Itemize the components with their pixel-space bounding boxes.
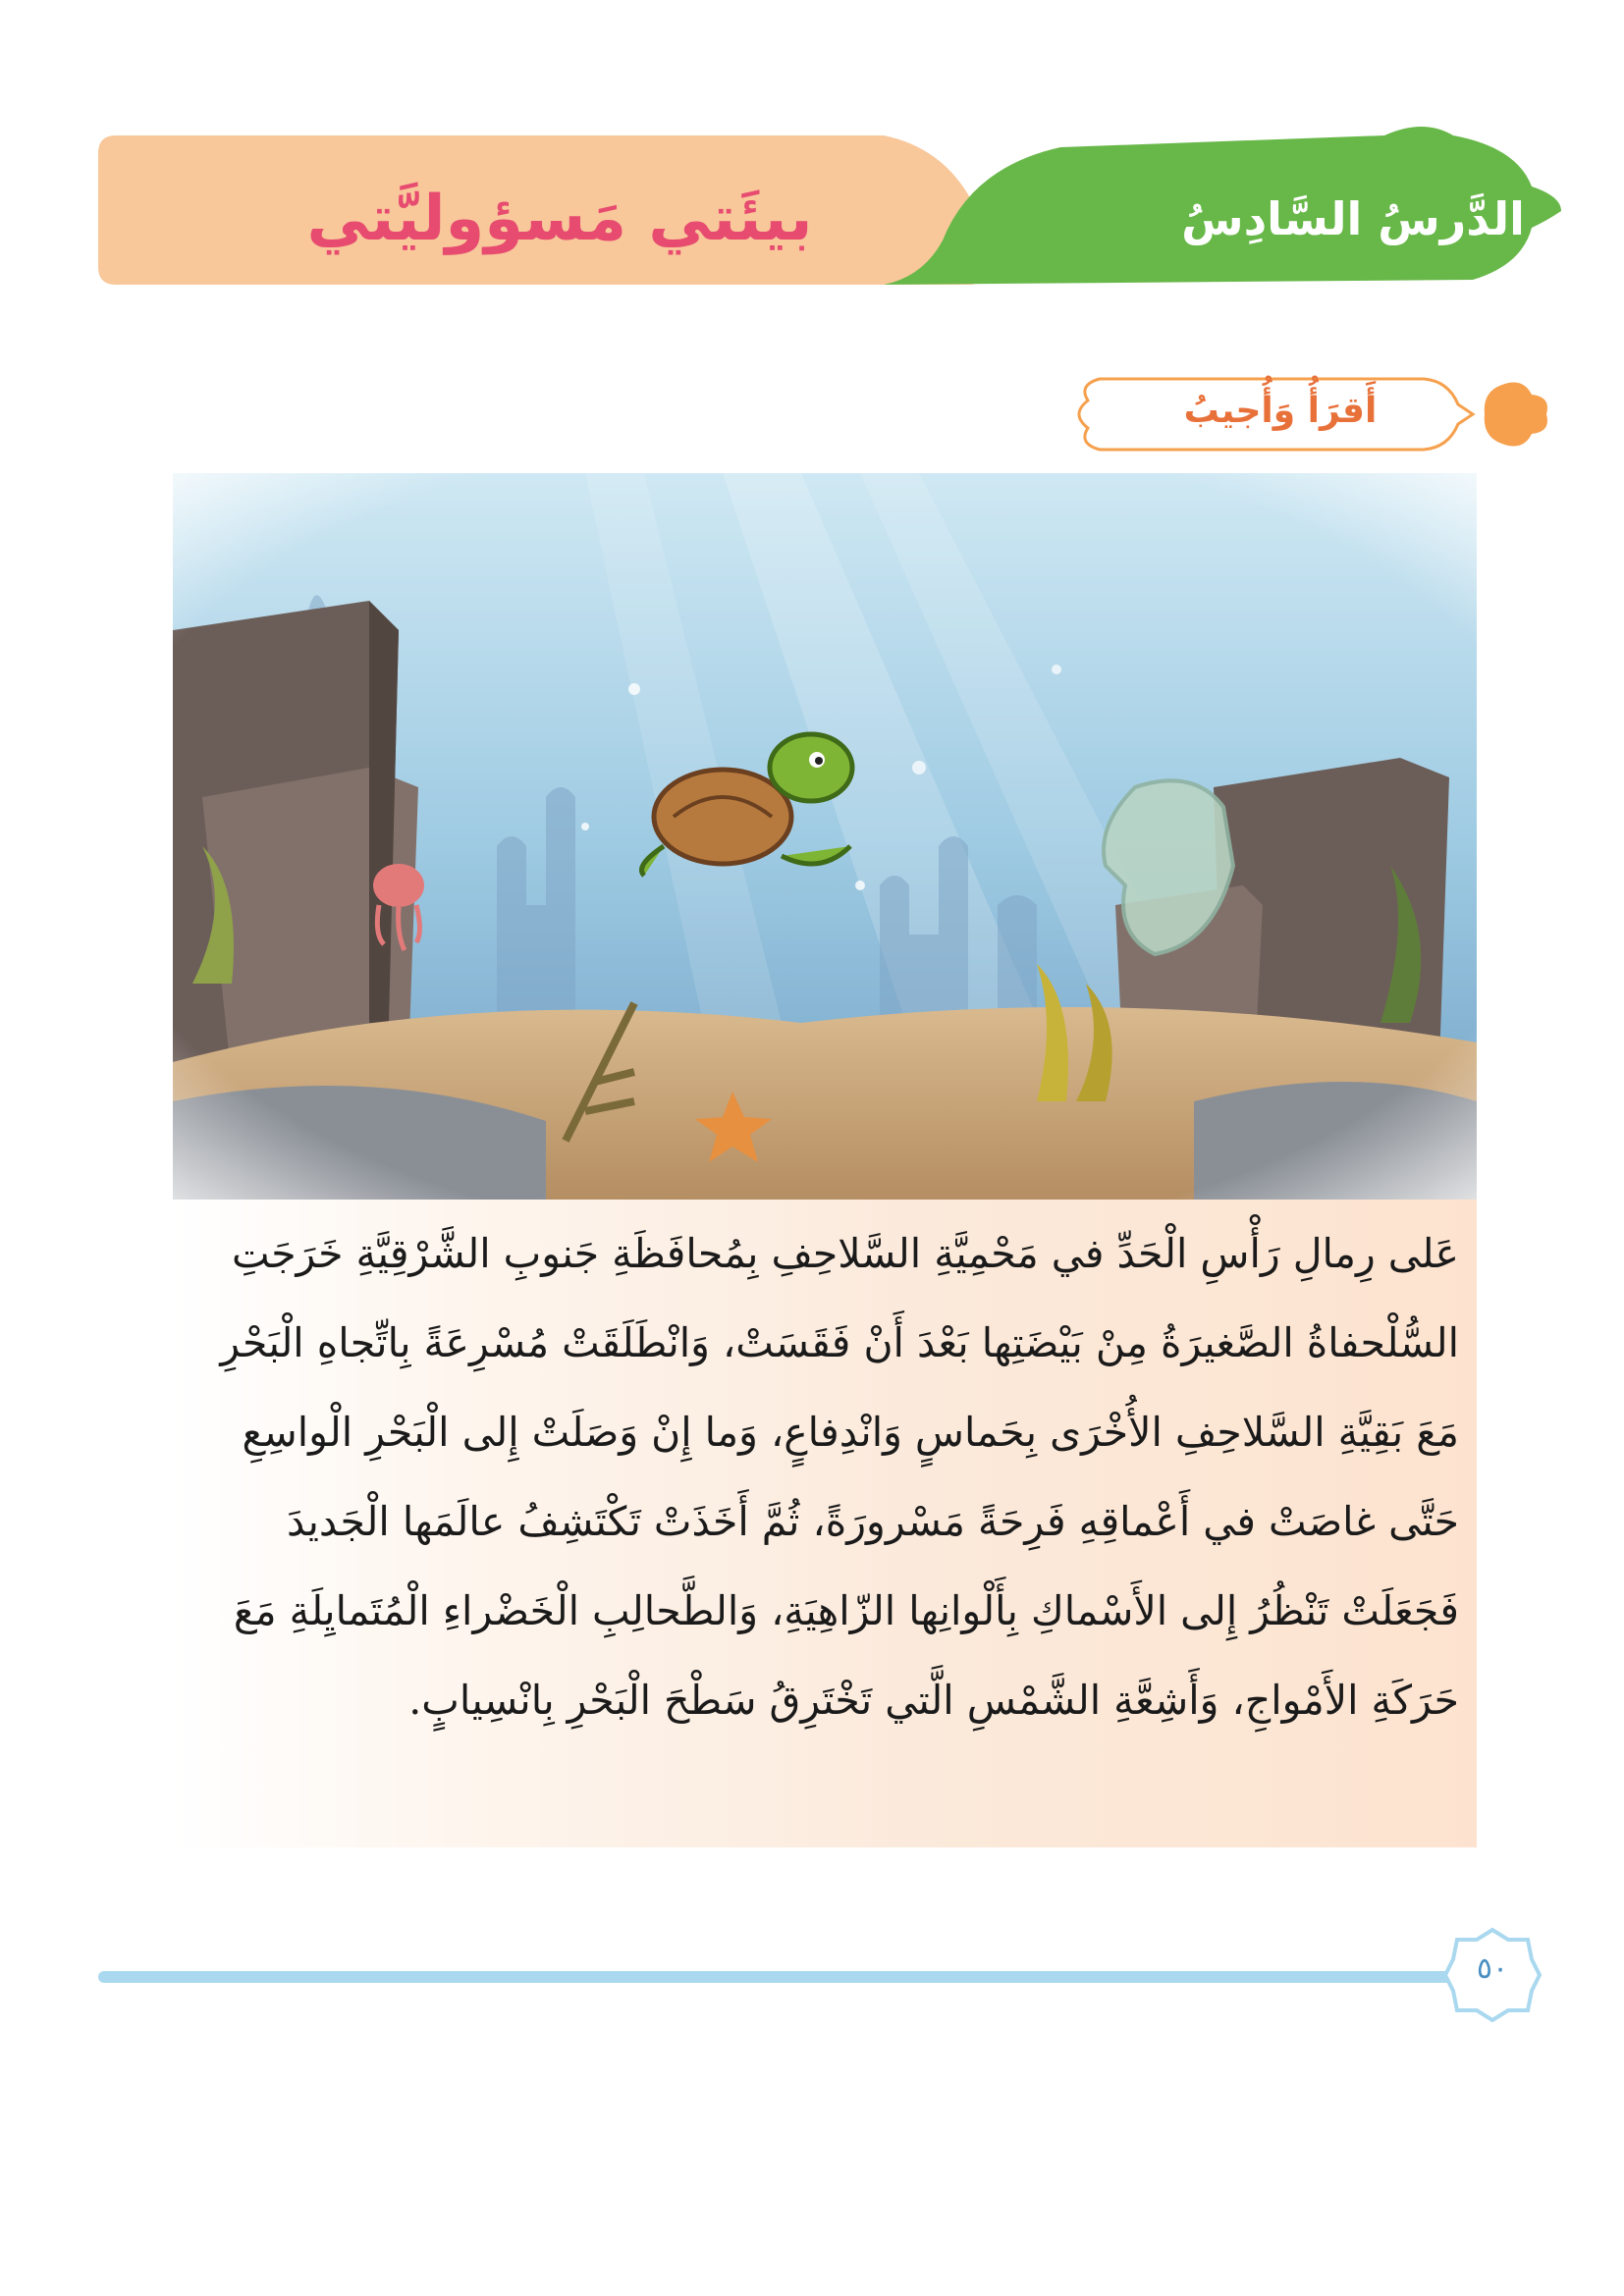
lesson-number-label: الدَّرسُ السَّادِسُ — [1181, 192, 1525, 245]
lesson-header — [0, 0, 1624, 314]
passage-line: فَجَعَلَتْ تَنْظُرُ إِلى الأَسْماكِ بِأَلْوانِها الزّاهِيَةِ، وَالطَّحالِبِ الْخَضْراءِ الْمُتَمايِلَةِ مَعَ — [233, 1587, 1459, 1634]
header-banners-graphic — [0, 0, 1624, 314]
passage-line: حَتَّى غاصَتْ في أَعْماقِهِ فَرِحَةً مَسْرورَةً، ثُمَّ أَخَذَتْ تَكْتَشِفُ عالَمَها الْجَديدَ — [287, 1498, 1459, 1545]
footer-divider — [98, 1971, 1483, 1983]
lesson-title: بيئَتي مَسؤوليَّتي — [306, 183, 813, 255]
passage-line: عَلى رِمالِ رَأْسِ الْحَدِّ في مَحْمِيَّةِ السَّلاحِفِ بِمُحافَظَةِ جَنوبِ الشَّرْقِيَّةِ خَرَجَتِ — [231, 1230, 1459, 1277]
flower-icon — [1485, 383, 1547, 447]
reading-passage — [192, 1209, 1459, 1745]
passage-line: السُّلْحفاةُ الصَّغيرَةُ مِنْ بَيْضَتِها بَعْدَ أَنْ فَقَسَتْ، وَانْطَلَقَتْ مُسْرِعَةً بِاتِّجاهِ الْبَحْرِ — [220, 1319, 1459, 1366]
underwater-illustration — [173, 473, 1477, 1200]
page-number: ٥٠ — [1476, 1951, 1509, 1986]
passage-line: مَعَ بَقِيَّةِ السَّلاحِفِ الأُخْرَى بِحَماسٍ وَانْدِفاعٍ، وَما إِنْ وَصَلَتْ إِلى الْبَحْرِ الْواسِعِ — [242, 1409, 1459, 1456]
passage-line: حَرَكَةِ الأَمْواجِ، وَأَشِعَّةِ الشَّمْسِ الَّتي تَخْتَرِقُ سَطْحَ الْبَحْرِ بِانْسِيابٍ. — [408, 1677, 1459, 1724]
section-tag-label: أَقرَأُ وَأُجيبُ — [1183, 391, 1378, 431]
